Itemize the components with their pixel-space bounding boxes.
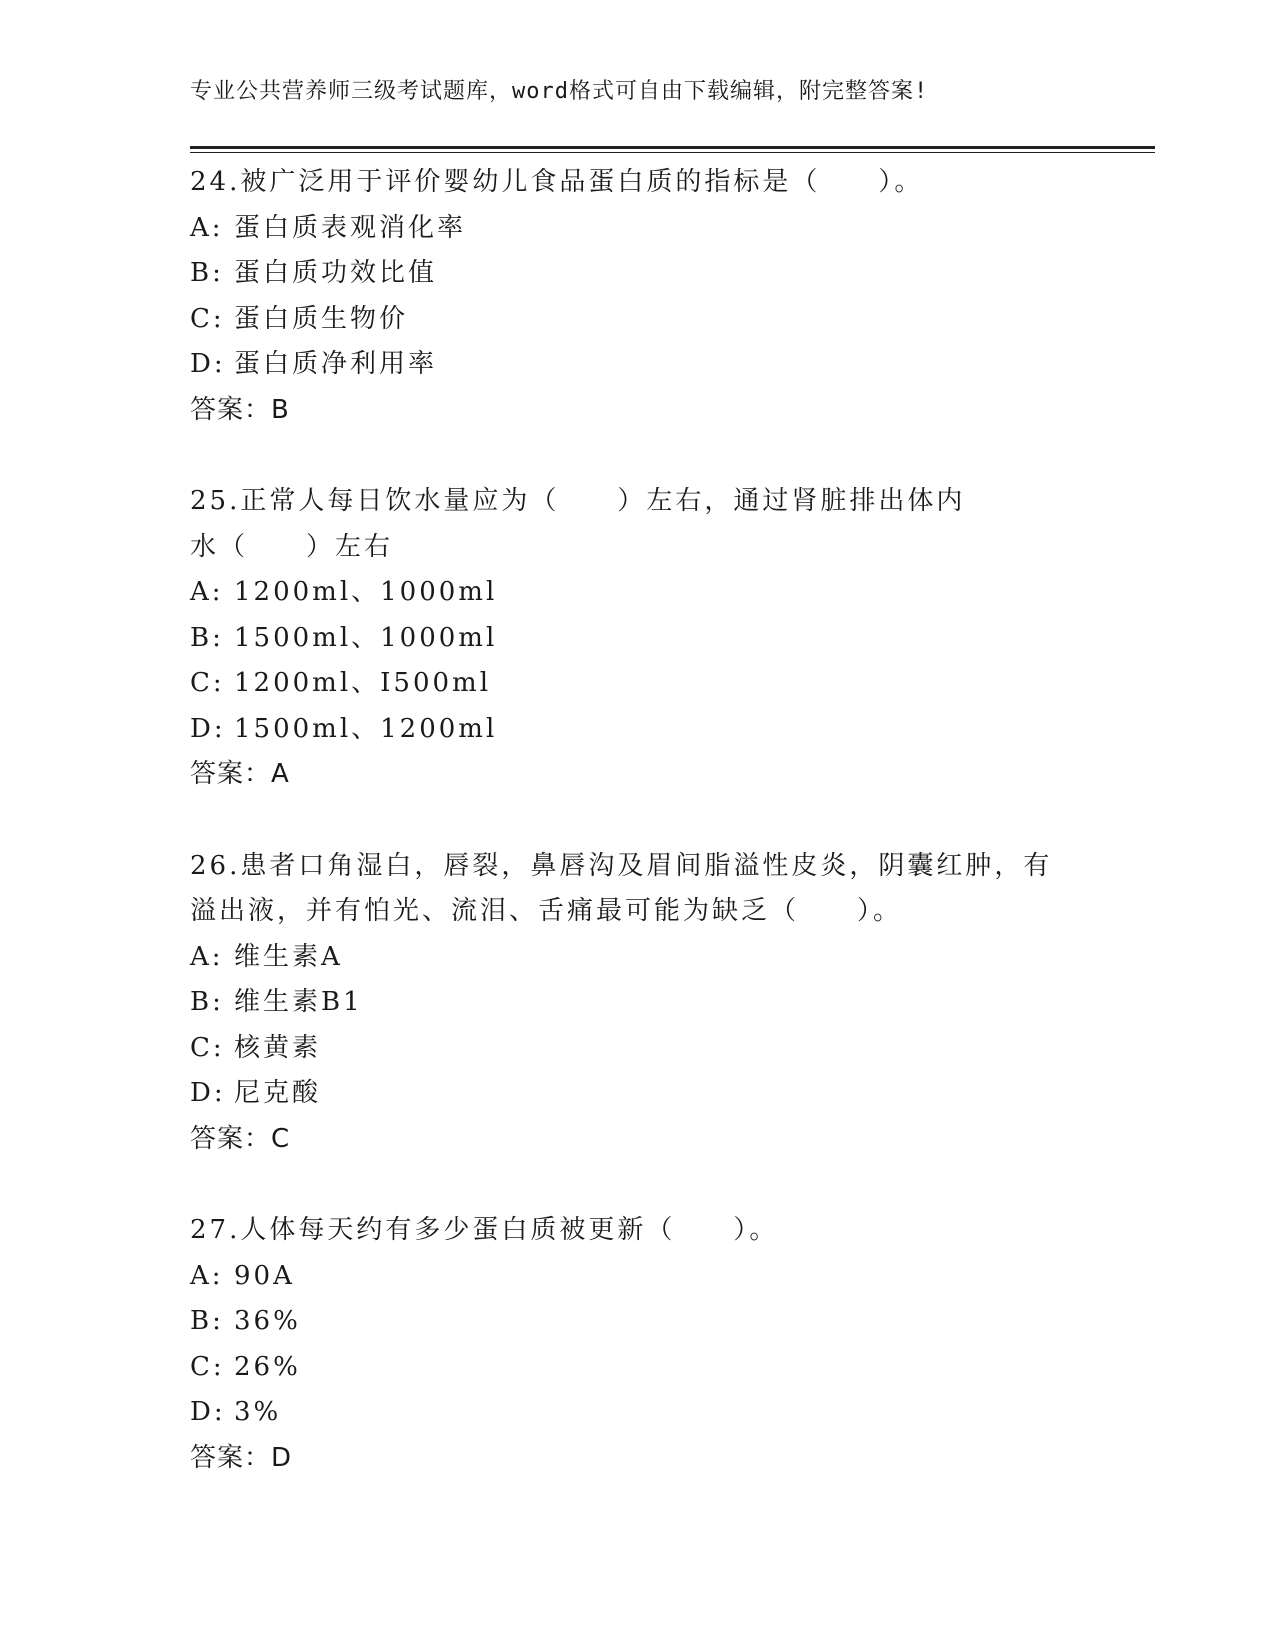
- option-text: 蛋白质表观消化率: [234, 212, 467, 243]
- option-text: 1500ml、1200ml: [234, 713, 498, 744]
- option-text: 1200ml、1000ml: [234, 577, 498, 607]
- option-a: [190, 570, 1090, 616]
- answer-value: D: [271, 1442, 293, 1473]
- option-text: 1200ml、I500ml: [234, 668, 492, 698]
- option-d: [190, 1390, 1090, 1436]
- option-letter: B:: [190, 258, 224, 288]
- question-27: [190, 1208, 1090, 1481]
- question-stem: 24.被广泛用于评价婴幼儿食品蛋白质的指标是（ ）。: [190, 167, 924, 197]
- answer-value: A: [271, 759, 290, 789]
- option-letter: C:: [190, 303, 225, 334]
- option-b: [190, 980, 1090, 1026]
- answer-value: B: [271, 394, 290, 425]
- option-a: [190, 935, 1090, 981]
- option-d: [190, 1071, 1090, 1117]
- answer-line: [190, 1117, 1090, 1163]
- option-text: 蛋白质功效比值: [234, 258, 438, 288]
- option-text: 维生素B1: [234, 987, 363, 1017]
- question-stem: 26.患者口角湿白，唇裂，鼻唇沟及眉间脂溢性皮炎，阴囊红肿，有溢出液，并有怕光、流泪、舌痛最可能为缺乏（ ）。: [190, 850, 1053, 926]
- option-text: 维生素A: [234, 941, 343, 972]
- header-divider: [190, 146, 1155, 153]
- option-letter: C:: [190, 668, 225, 698]
- option-a: [190, 206, 1090, 252]
- answer-prefix: 答案：: [190, 394, 272, 425]
- option-text: 3%: [234, 1397, 282, 1427]
- option-text: 蛋白质净利用率: [234, 349, 438, 379]
- option-text: 尼克酸: [234, 1078, 322, 1108]
- option-letter: B:: [190, 1306, 224, 1336]
- option-text: 1500ml、1000ml: [234, 622, 498, 653]
- option-letter: D:: [190, 1078, 226, 1108]
- option-d: [190, 707, 1090, 753]
- option-text: 90A: [234, 1260, 295, 1291]
- option-a: [190, 1254, 1090, 1300]
- option-letter: C:: [190, 1351, 225, 1382]
- question-25: [190, 479, 1090, 798]
- page-header: 专业公共营养师三级考试题库，word格式可自由下载编辑，附完整答案!: [190, 79, 929, 104]
- answer-prefix: 答案：: [190, 1442, 272, 1473]
- option-c: [190, 1026, 1090, 1072]
- option-c: [190, 661, 1090, 707]
- question-stem: 27.人体每天约有多少蛋白质被更新（ ）。: [190, 1215, 779, 1245]
- option-letter: A:: [190, 941, 224, 972]
- option-text: 26%: [234, 1351, 301, 1382]
- answer-line: [190, 752, 1090, 798]
- answer-line: [190, 1436, 1090, 1482]
- option-text: 核黄素: [234, 1032, 322, 1063]
- answer-prefix: 答案：: [190, 759, 272, 789]
- answer-value: C: [271, 1123, 291, 1154]
- option-letter: D:: [190, 349, 226, 379]
- option-text: 蛋白质生物价: [234, 303, 409, 334]
- option-letter: A:: [190, 1260, 224, 1291]
- answer-line: [190, 388, 1090, 434]
- question-24: [190, 160, 1090, 433]
- question-list: [190, 160, 1090, 1527]
- option-d: [190, 342, 1090, 388]
- option-b: [190, 616, 1090, 662]
- option-b: [190, 1299, 1090, 1345]
- option-letter: A:: [190, 577, 224, 607]
- option-letter: B:: [190, 987, 224, 1017]
- option-b: [190, 251, 1090, 297]
- option-c: [190, 1345, 1090, 1391]
- answer-prefix: 答案：: [190, 1123, 272, 1154]
- option-letter: B:: [190, 622, 224, 653]
- option-letter: D:: [190, 713, 226, 744]
- option-letter: D:: [190, 1397, 226, 1427]
- option-text: 36%: [234, 1306, 301, 1336]
- question-stem: 25.正常人每日饮水量应为（ ）左右，通过肾脏排出体内水（ ）左右: [190, 486, 966, 562]
- option-c: [190, 297, 1090, 343]
- option-letter: C:: [190, 1032, 225, 1063]
- option-letter: A:: [190, 212, 224, 243]
- question-26: [190, 844, 1090, 1163]
